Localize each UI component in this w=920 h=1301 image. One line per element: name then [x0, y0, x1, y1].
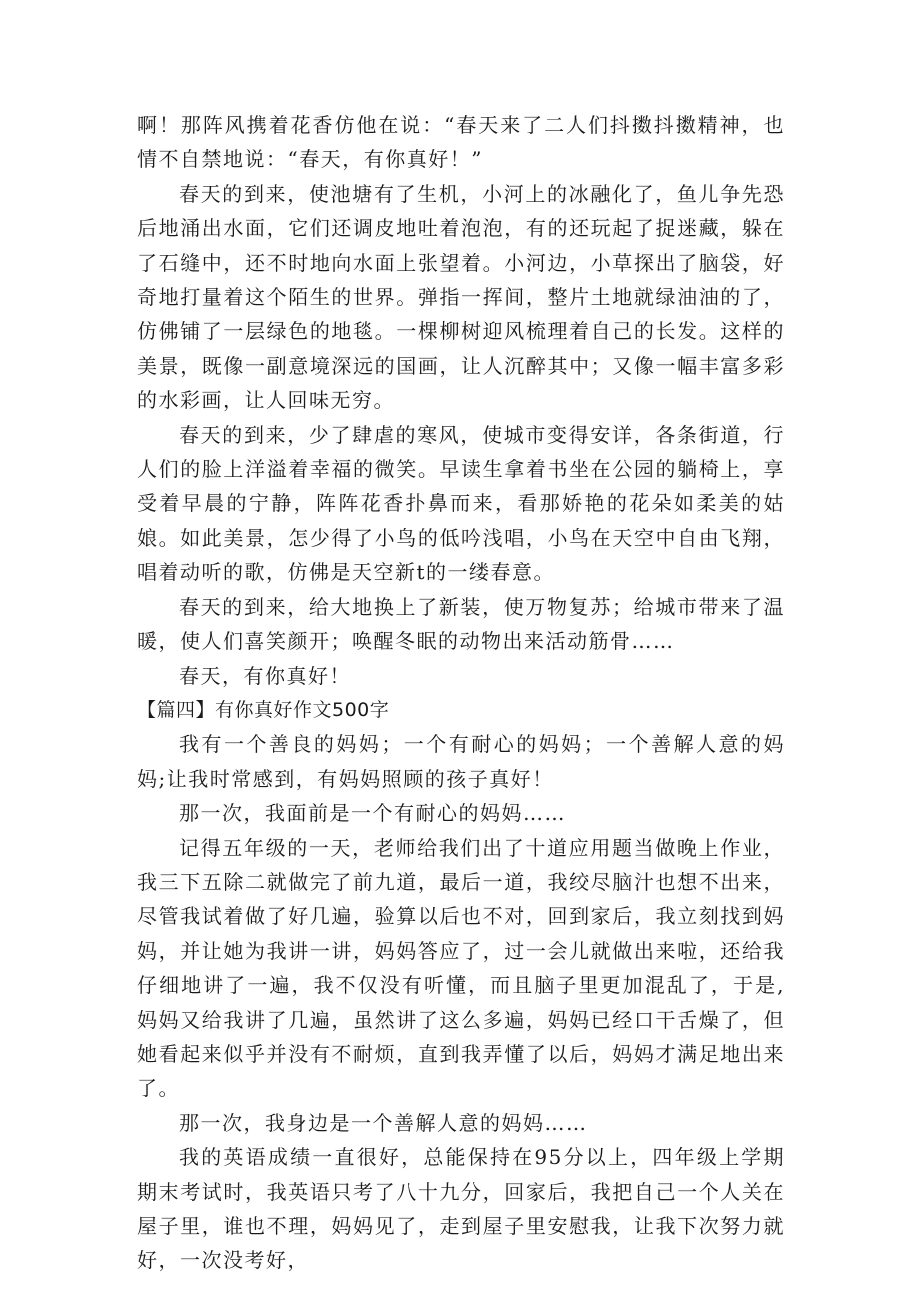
paragraph: 春天的到来，使池塘有了生机，小河上的冰融化了，鱼儿争先恐后地涌出水面，它们还调皮地吐着泡泡，有的还玩起了捉迷藏，躲在了石缝中，还不时地向水面上张望着。小河边，小草探出了脑袋，好奇地打量着这个陌生的世界。弹指一挥间，整片土地就绿油油的了，仿佛铺了一层绿色的地毯。一棵柳树迎风梳理着自己的长发。这样的美景，既像一副意境深远的国画，让人沉醉其中；又像一幅丰富多彩的水彩画，让人回味无穷。: [137, 181, 785, 413]
paragraph: 春天，有你真好！: [179, 663, 351, 688]
document-page: [137, 108, 785, 1278]
paragraph: 那一次，我面前是一个有耐心的妈妈……: [179, 801, 566, 826]
section-heading: 【篇四】有你真好作文500字: [137, 698, 390, 721]
paragraph: 记得五年级的一天，老师给我们出了十道应用题当做晚上作业，我三下五除二就做完了前九道，最后一道，我绞尽脑汁也想不出来，尽管我试着做了好几遍，验算以后也不对，回到家后，我立刻找到妈妈，并让她为我讲一讲，妈妈答应了，过一会儿就做出来啦，还给我仔细地讲了一遍，我不仅没有听懂，而且脑子里更加混乱了，于是,妈妈又给我讲了几遍，虽然讲了这么多遍，妈妈已经口干舌燥了，但她看起来似乎并没有不耐烦，直到我弄懂了以后，妈妈才满足地出来了。: [137, 835, 785, 1101]
paragraph: 那一次，我身边是一个善解人意的妈妈……: [179, 1110, 588, 1135]
paragraph: 春天的到来，给大地换上了新装，使万物复苏；给城市带来了温暖，使人们喜笑颜开；唤醒冬眠的动物出来活动筋骨……: [137, 594, 785, 654]
paragraph: 我的英语成绩一直很好，总能保持在95分以上，四年级上学期期末考试时，我英语只考了八十九分，回家后，我把自己一个人关在屋子里，谁也不理，妈妈见了，走到屋子里安慰我，让我下次努力就好，一次没考好，: [137, 1145, 785, 1273]
paragraph: 啊！那阵风携着花香仿他在说：“春天来了二人们抖擞抖擞精神，也情不自禁地说：“春天，有你真好！”: [137, 113, 785, 172]
paragraph: 我有一个善良的妈妈；一个有耐心的妈妈；一个善解人意的妈妈;让我时常感到，有妈妈照顾的孩子真好！: [137, 732, 785, 791]
paragraph: 春天的到来，少了肆虐的寒风，使城市变得安详，各条街道，行人们的脸上洋溢着幸福的微笑。早读生拿着书坐在公园的躺椅上，享受着早晨的宁静，阵阵花香扑鼻而来，看那娇艳的花朵如柔美的姑娘。如此美景，怎少得了小鸟的低吟浅唱，小鸟在天空中自由飞翔，唱着动听的歌，仿佛是天空新t的一缕春意。: [137, 422, 785, 585]
